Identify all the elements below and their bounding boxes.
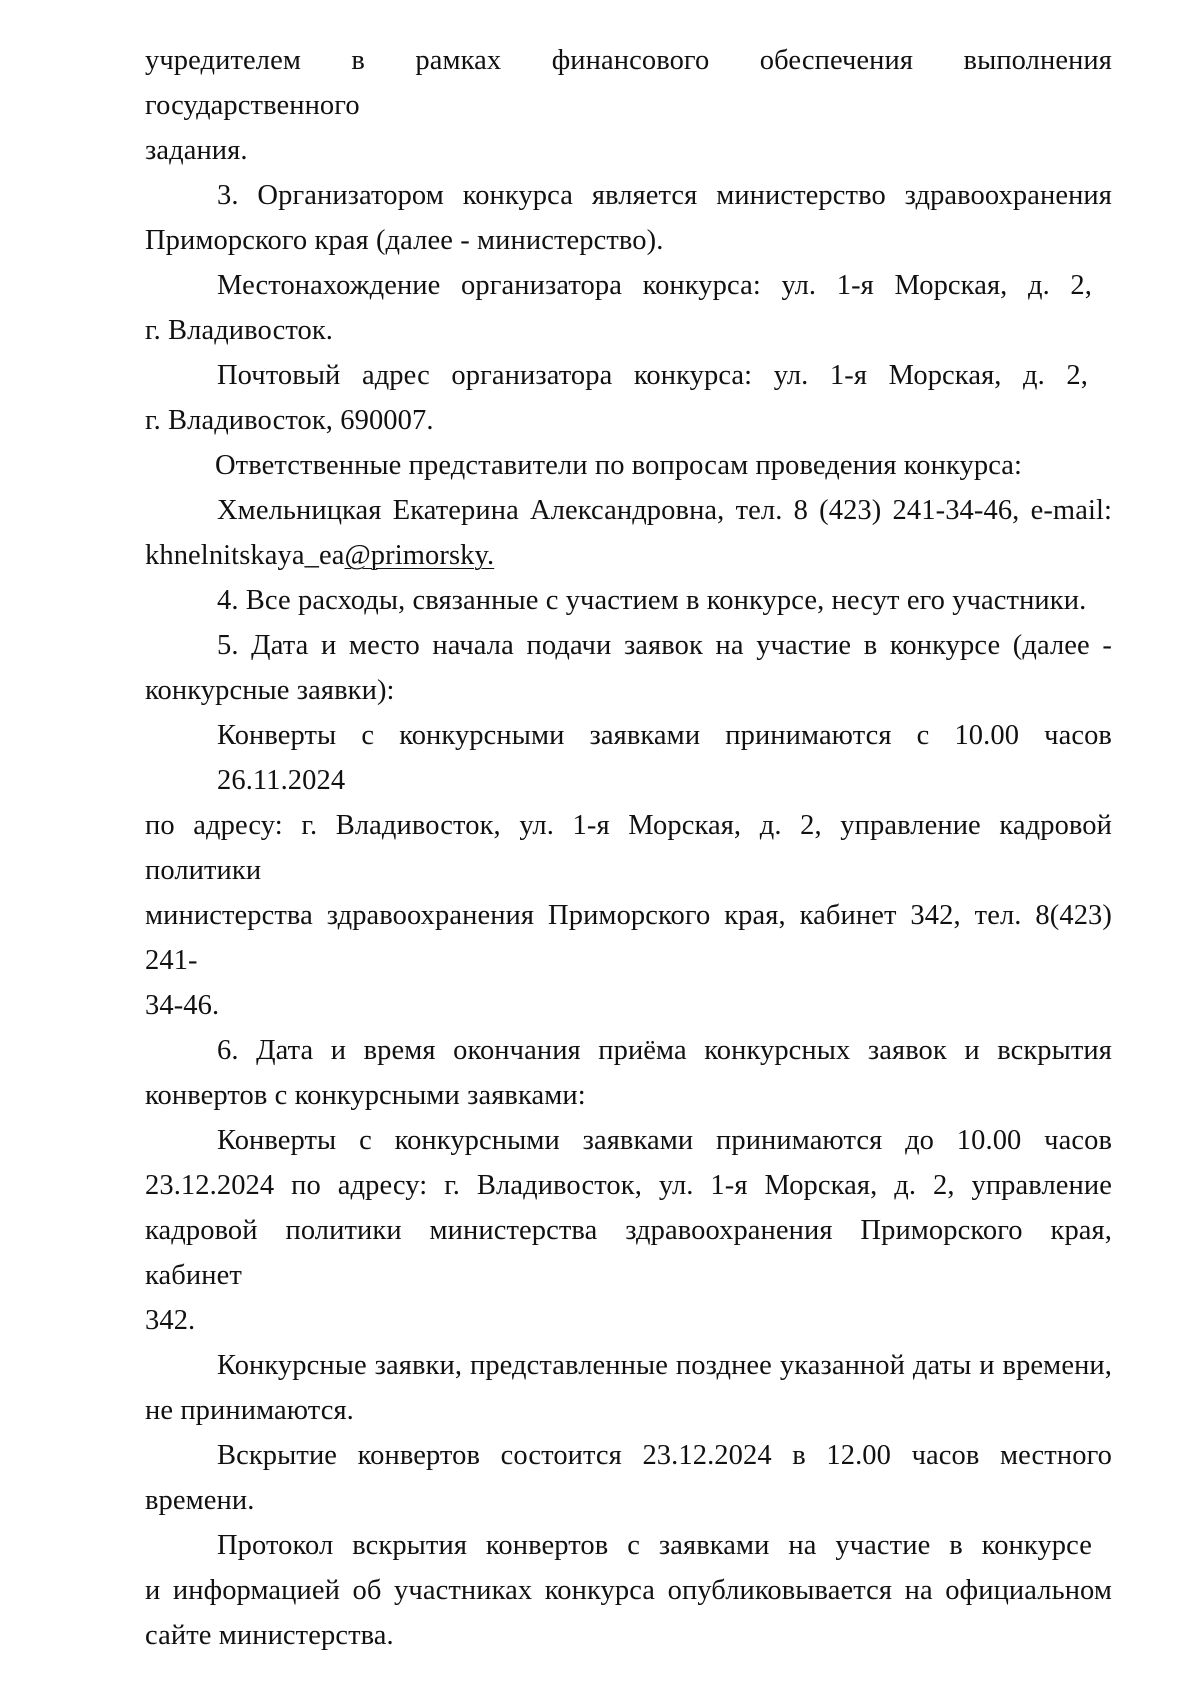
text-line: Почтовый адрес организатора конкурса: ул. 1-я Морская, д. 2,	[217, 360, 1088, 391]
email-prefix: khnelnitskaya_ea	[145, 540, 345, 571]
text-line: кадровой политики министерства здравоохранения Приморского края, кабинет	[145, 1215, 1112, 1291]
text-line: Вскрытие конвертов состоится 23.12.2024 в 12.00 часов местного	[217, 1440, 1112, 1471]
text-line: Приморского края (далее - министерство).	[145, 225, 664, 256]
text-line: Местонахождение организатора конкурса: ул. 1-я Морская, д. 2,	[217, 270, 1092, 301]
text-line: министерства здравоохранения Приморского края, кабинет 342, тел. 8(423) 241-	[145, 900, 1112, 976]
text-line: г. Владивосток, 690007.	[145, 405, 434, 436]
text-line: 34-46.	[145, 990, 220, 1021]
paragraph-end-details	[145, 1118, 1112, 1343]
email-link[interactable]: @primorsky.	[344, 540, 495, 571]
paragraph-protocol	[145, 1523, 1112, 1658]
text-line: учредителем в рамках финансового обеспечения выполнения государственного	[145, 45, 1112, 121]
text-line: Конверты с конкурсными заявками принимаются до 10.00 часов	[217, 1125, 1112, 1156]
paragraph-start-date	[145, 623, 1112, 713]
paragraph-organizer	[145, 173, 1112, 263]
text-line: 342.	[145, 1305, 196, 1336]
text-line: Конверты с конкурсными заявками принимаются с 10.00 часов 26.11.2024	[217, 720, 1112, 796]
contact-line: Хмельницкая Екатерина Александровна, тел. 8 (423) 241-34-46, e-mail:	[217, 495, 1112, 526]
text-line: г. Владивосток.	[145, 315, 334, 346]
text-line: сайте министерства.	[145, 1620, 394, 1651]
text-line: конвертов с конкурсными заявками:	[145, 1080, 586, 1111]
paragraph-representatives	[145, 443, 1112, 488]
text-line: по адресу: г. Владивосток, ул. 1-я Морская, д. 2, управление кадровой политики	[145, 810, 1112, 886]
text-line: задания.	[145, 135, 248, 166]
text-line: конкурсные заявки):	[145, 675, 395, 706]
text-line: 3. Организатором конкурса является министерство здравоохранения	[217, 180, 1112, 211]
email-line	[145, 533, 1112, 578]
paragraph-end-date	[145, 1028, 1112, 1118]
paragraph-continuation	[145, 38, 1112, 173]
text-line: и информацией об участниках конкурса опубликовывается на официальном	[145, 1575, 1112, 1606]
paragraph-contact	[145, 488, 1112, 578]
text-line: 5. Дата и место начала подачи заявок на участие в конкурсе (далее -	[217, 630, 1112, 661]
text-line: 23.12.2024 по адресу: г. Владивосток, ул. 1-я Морская, д. 2, управление	[145, 1170, 1112, 1201]
text-line: 4. Все расходы, связанные с участием в конкурсе, несут его участники.	[217, 585, 1087, 616]
text-line: Ответственные представители по вопросам проведения конкурса:	[215, 450, 1023, 481]
paragraph-late-applications	[145, 1343, 1112, 1433]
text-line: не принимаются.	[145, 1395, 354, 1426]
document-body	[145, 38, 1112, 1658]
paragraph-opening	[145, 1433, 1112, 1523]
paragraph-location	[145, 263, 1112, 353]
paragraph-start-details	[145, 713, 1112, 1028]
paragraph-postal-address	[145, 353, 1112, 443]
text-line: Конкурсные заявки, представленные позднее указанной даты и времени,	[217, 1350, 1112, 1381]
text-line: 6. Дата и время окончания приёма конкурсных заявок и вскрытия	[217, 1035, 1112, 1066]
text-line: времени.	[145, 1485, 255, 1516]
paragraph-expenses	[145, 578, 1112, 623]
text-line: Протокол вскрытия конвертов с заявками на участие в конкурсе	[217, 1530, 1092, 1561]
